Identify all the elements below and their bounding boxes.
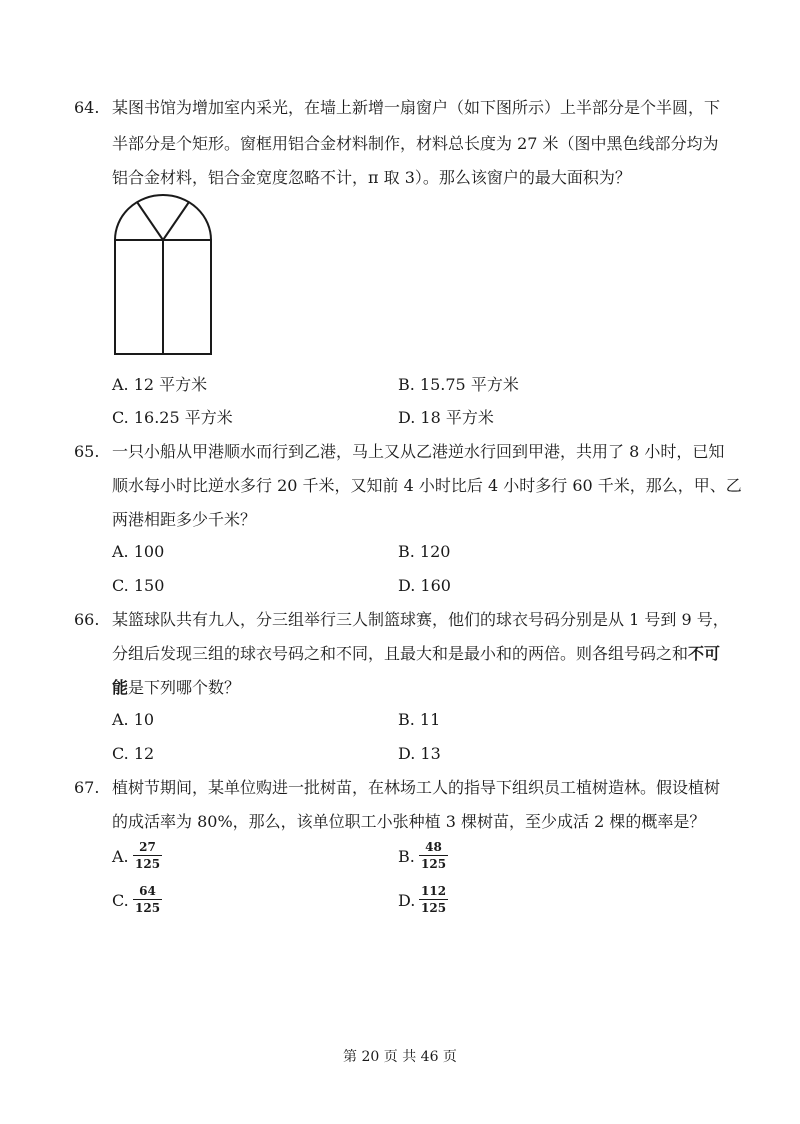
option-c: C. 150 [112, 576, 165, 595]
option-c: C. 16.25 平方米 [112, 408, 233, 427]
fraction-numerator: 64 [139, 884, 156, 898]
question-text-segment: 是下列哪个数？ [128, 678, 241, 697]
fraction-numerator: 112 [421, 884, 447, 898]
question-text-line: 某篮球队共有九人，分三组举行三人制篮球赛，他们的球衣号码分别是从 1 号到 9 号， [112, 610, 729, 629]
option-d: D. 13 [398, 744, 441, 763]
question-text-line [112, 643, 720, 665]
window-left-spoke [137, 202, 163, 240]
option-a: A. 100 [112, 542, 165, 561]
fraction-numerator: 27 [139, 840, 156, 854]
fraction-denominator: 125 [135, 857, 161, 871]
question-text-segment: 分组后发现三组的球衣号码之和不同，且最大和是最小和的两倍。则各组号码之和 [112, 644, 689, 663]
question-number: 65. [74, 442, 100, 461]
question-text-line: 铝合金材料，铝合金宽度忽略不计，π 取 3）。那么该窗户的最大面积为？ [112, 168, 631, 187]
window-right-spoke [163, 202, 189, 240]
fraction-denominator: 125 [135, 901, 161, 915]
option-a-fraction [133, 840, 162, 871]
question-text-line: 某图书馆为增加室内采光，在墙上新增一扇窗户（如下图所示）上半部分是个半圆，下 [112, 98, 721, 117]
option-a: A. 12 平方米 [112, 375, 208, 394]
window-diagram [112, 192, 214, 357]
option-d-fraction [419, 884, 448, 915]
option-d: D. 18 平方米 [398, 408, 494, 427]
page-footer: 第 20 页 共 46 页 [343, 1049, 457, 1065]
emphasis-text: 不可 [688, 644, 721, 663]
emphasis-text: 能 [112, 678, 129, 697]
question-number: 64. [74, 98, 100, 117]
fraction-denominator: 125 [421, 901, 447, 915]
question-number: 67. [74, 778, 100, 797]
question-text-line: 一只小船从甲港顺水而行到乙港，马上又从乙港逆水行回到甲港，共用了 8 小时，已知 [112, 442, 725, 461]
fraction-bar [419, 855, 448, 856]
option-b: B. 11 [398, 710, 441, 729]
question-text-line [112, 677, 240, 699]
fraction-numerator: 48 [425, 840, 442, 854]
option-b: B. 15.75 平方米 [398, 375, 519, 394]
window-semicircle [115, 195, 211, 240]
option-c: C. 12 [112, 744, 155, 763]
option-b-label: B. [398, 847, 415, 866]
option-b-fraction [419, 840, 448, 871]
fraction-denominator: 125 [421, 857, 447, 871]
question-text-line: 的成活率为 80%，那么，该单位职工小张种植 3 棵树苗，至少成活 2 棵的概率是？ [112, 812, 706, 831]
option-d-label: D. [398, 891, 416, 910]
question-text-line: 两港相距多少千米？ [112, 510, 257, 529]
option-a-label: A. [112, 847, 129, 866]
question-text-line: 顺水每小时比逆水多行 20 千米，又知前 4 小时比后 4 小时多行 60 千米，那么，甲、乙 [112, 476, 742, 495]
fraction-bar [133, 855, 162, 856]
option-c-label: C. [112, 891, 129, 910]
question-number: 66. [74, 610, 100, 629]
option-b: B. 120 [398, 542, 451, 561]
question-text-line: 植树节期间，某单位购进一批树苗，在林场工人的指导下组织员工植树造林。假设植树 [112, 778, 721, 797]
fraction-bar [419, 899, 448, 900]
option-c-fraction [133, 884, 162, 915]
fraction-bar [133, 899, 162, 900]
question-text-line: 半部分是个矩形。窗框用铝合金材料制作，材料总长度为 27 米（图中黑色线部分均为 [112, 134, 719, 153]
option-a: A. 10 [112, 710, 155, 729]
option-d: D. 160 [398, 576, 451, 595]
